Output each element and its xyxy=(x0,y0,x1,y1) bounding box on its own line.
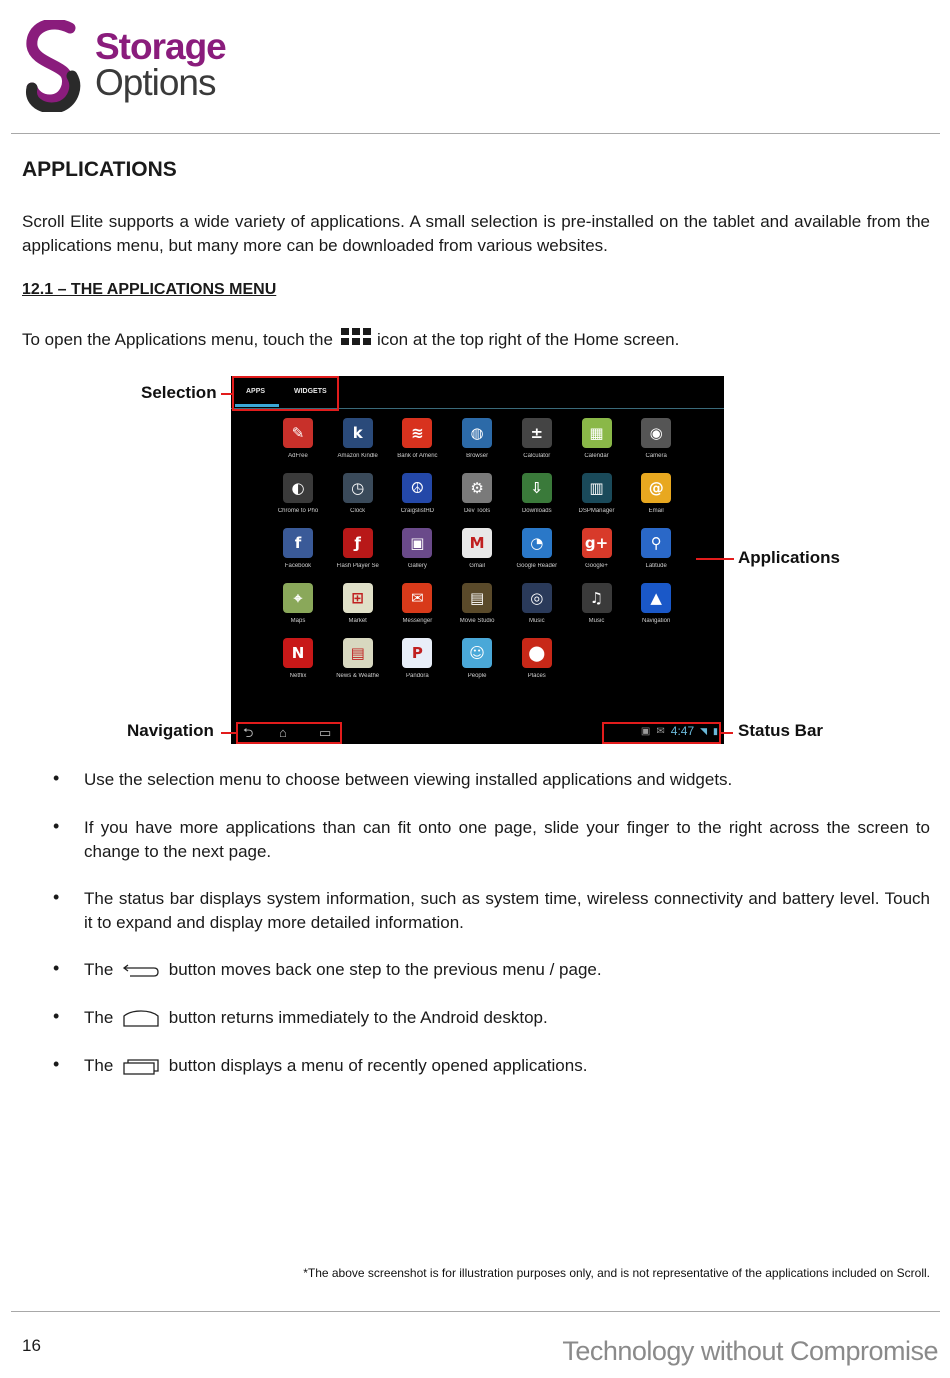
bullet-marker: • xyxy=(53,816,60,836)
app-clapper[interactable] xyxy=(447,583,507,624)
back-icon xyxy=(122,962,160,980)
bullet-back-before: The xyxy=(84,960,114,979)
app-label: Chrome to Pho xyxy=(277,508,319,514)
bullet-home-button xyxy=(84,1006,930,1030)
status-pointer-line xyxy=(721,732,733,734)
app-label: CraigslistHD xyxy=(400,508,435,514)
bullet-marker: • xyxy=(53,958,60,978)
tab-widgets[interactable]: WIDGETS xyxy=(294,388,327,395)
home-icon xyxy=(122,1010,160,1028)
applications-pointer-line xyxy=(696,558,734,560)
market-icon: ⊞ xyxy=(343,583,373,613)
callout-applications: Applications xyxy=(738,548,841,567)
kindle-icon: k xyxy=(343,418,373,448)
bullet-recent-after: button displays a menu of recently opened applications. xyxy=(168,1056,588,1075)
app-label: Maps xyxy=(290,618,306,624)
app-label: Messenger xyxy=(402,618,433,624)
app-flash[interactable] xyxy=(328,528,388,569)
app-label: Google+ xyxy=(585,563,608,569)
status-bar-highlight xyxy=(602,722,721,744)
app-maps[interactable] xyxy=(268,583,328,624)
pandora-icon: P xyxy=(402,638,432,668)
maps-icon: ⌖ xyxy=(283,583,313,613)
app-label: Amazon Kindle xyxy=(337,453,378,459)
places-icon: ⬤ xyxy=(522,638,552,668)
app-market[interactable] xyxy=(328,583,388,624)
google-plus-icon: g+ xyxy=(582,528,612,558)
app-pandora[interactable] xyxy=(387,638,447,679)
selection-pointer-line xyxy=(221,393,233,395)
bullet-marker: • xyxy=(53,887,60,907)
clapper-icon: ▤ xyxy=(462,583,492,613)
open-text-after: icon at the top right of the Home screen. xyxy=(376,330,680,349)
selection-highlight xyxy=(232,376,339,411)
app-label: People xyxy=(467,673,487,679)
apps-grid-icon xyxy=(341,328,371,345)
bullet-home-after: button returns immediately to the Android desktop. xyxy=(168,1008,548,1027)
bullet-recent-button xyxy=(84,1054,930,1078)
app-label: Gallery xyxy=(407,563,427,569)
peace-icon: ☮ xyxy=(402,473,432,503)
header-divider xyxy=(11,133,940,134)
recent-apps-icon xyxy=(122,1058,160,1076)
app-label: Browser xyxy=(466,453,489,459)
clock-icon: ◷ xyxy=(343,473,373,503)
brand-name-line2: Options xyxy=(95,62,216,103)
brand-name-line1: Storage xyxy=(95,26,226,67)
callout-navigation: Navigation xyxy=(127,721,214,740)
app-calculator[interactable] xyxy=(507,418,567,459)
bullet-status-bar: The status bar displays system information, such as system time, wireless connectivity and battery level. Touch it to expand and display more detailed information. xyxy=(84,889,930,932)
app-adfree[interactable] xyxy=(268,418,328,459)
app-label: Camera xyxy=(645,453,667,459)
navigation-pointer-line xyxy=(221,732,237,734)
app-equalizer[interactable] xyxy=(567,473,627,514)
app-latitude[interactable] xyxy=(626,528,686,569)
news-icon: ▤ xyxy=(343,638,373,668)
app-download[interactable] xyxy=(507,473,567,514)
people-icon: ☺ xyxy=(462,638,492,668)
page-number: 16 xyxy=(22,1336,41,1355)
app-label: Pandora xyxy=(406,673,429,679)
netflix-icon: N xyxy=(283,638,313,668)
status-time: 4:47 xyxy=(670,724,695,738)
navigation-icon: ▲ xyxy=(641,583,671,613)
wifi-icon: ◥ xyxy=(700,725,708,736)
callout-status-bar: Status Bar xyxy=(738,721,824,740)
camera-icon: ◉ xyxy=(641,418,671,448)
app-speaker[interactable] xyxy=(507,583,567,624)
app-label: News & Weathe xyxy=(336,673,380,679)
app-label: Email xyxy=(648,508,664,514)
bank-icon: ≋ xyxy=(402,418,432,448)
bullet-home-before: The xyxy=(84,1008,114,1027)
bullet-recent-before: The xyxy=(84,1056,114,1075)
back-icon[interactable]: ⮌ xyxy=(243,725,254,740)
app-camera[interactable] xyxy=(626,418,686,459)
app-reader[interactable] xyxy=(507,528,567,569)
battery-icon: ▮ xyxy=(713,725,718,736)
equalizer-icon: ▥ xyxy=(582,473,612,503)
app-label: Facebook xyxy=(284,563,312,569)
app-news[interactable] xyxy=(328,638,388,679)
bullet-marker: • xyxy=(53,1006,60,1026)
headphones-icon: ♫ xyxy=(582,583,612,613)
app-places[interactable] xyxy=(507,638,567,679)
gmail-icon: M xyxy=(462,528,492,558)
app-label: Netflix xyxy=(289,673,307,679)
app-label: Movie Studio xyxy=(459,618,495,624)
app-label: Latitude xyxy=(645,563,667,569)
picture-notification-icon: ▣ xyxy=(640,725,651,737)
section-title: 12.1 – THE APPLICATIONS MENU xyxy=(22,281,277,298)
gallery-icon: ▣ xyxy=(402,528,432,558)
app-label: Dev Tools xyxy=(463,508,491,514)
bullet-back-after: button moves back one step to the previous menu / page. xyxy=(168,960,602,979)
calendar-icon: ▦ xyxy=(582,418,612,448)
app-label: Flash Player Se xyxy=(336,563,379,569)
app-gmail[interactable] xyxy=(447,528,507,569)
intro-paragraph: Scroll Elite supports a wide variety of applications. A small selection is pre-installed on the tablet and available from the applications menu, but many more can be downloaded from various websites. xyxy=(22,212,930,255)
facebook-icon: f xyxy=(283,528,313,558)
app-gear[interactable] xyxy=(447,473,507,514)
page-title: APPLICATIONS xyxy=(22,158,177,181)
footer-tagline: Technology without Compromise xyxy=(562,1336,938,1366)
app-label: Navigation xyxy=(642,618,671,624)
open-instructions xyxy=(22,328,679,352)
adfree-icon: ✎ xyxy=(283,418,313,448)
app-netflix[interactable] xyxy=(268,638,328,679)
bullet-back-button xyxy=(84,958,930,982)
app-label: Music xyxy=(528,618,545,624)
navigation-highlight xyxy=(236,722,342,744)
recent-apps-icon[interactable]: ▭ xyxy=(319,725,332,740)
tab-apps[interactable]: APPS xyxy=(246,388,266,395)
app-label: DSPManager xyxy=(578,508,615,514)
mail-notification-icon: ✉ xyxy=(656,725,665,737)
reader-icon: ◔ xyxy=(522,528,552,558)
app-navigation[interactable] xyxy=(626,583,686,624)
app-clock[interactable] xyxy=(328,473,388,514)
home-icon[interactable]: ⌂ xyxy=(279,725,287,740)
app-label: Clock xyxy=(350,508,366,514)
download-icon: ⇩ xyxy=(522,473,552,503)
app-email[interactable] xyxy=(626,473,686,514)
app-messenger[interactable] xyxy=(387,583,447,624)
app-label: Google Reader xyxy=(516,563,558,569)
app-label: AdFree xyxy=(288,453,308,459)
app-label: Downloads xyxy=(521,508,552,514)
email-icon: @ xyxy=(641,473,671,503)
footer-divider xyxy=(11,1311,940,1312)
gear-icon: ⚙ xyxy=(462,473,492,503)
latitude-icon: ⚲ xyxy=(641,528,671,558)
flash-icon: ƒ xyxy=(343,528,373,558)
open-text-before: To open the Applications menu, touch the xyxy=(22,330,333,349)
calculator-icon: ± xyxy=(522,418,552,448)
app-chrome[interactable] xyxy=(268,473,328,514)
app-label: Music xyxy=(588,618,605,624)
app-label: Calculator xyxy=(523,453,551,459)
app-label: Places xyxy=(527,673,546,679)
app-headphones[interactable] xyxy=(567,583,627,624)
app-globe[interactable] xyxy=(447,418,507,459)
bullet-marker: • xyxy=(53,1054,60,1074)
callout-selection: Selection xyxy=(141,383,217,402)
bullet-pages: If you have more applications than can fit onto one page, slide your finger to the right across the screen to change to the next page. xyxy=(84,818,930,861)
bullet-selection: Use the selection menu to choose between viewing installed applications and widgets. xyxy=(84,770,733,789)
chrome-icon: ◐ xyxy=(283,473,313,503)
messenger-icon: ✉ xyxy=(402,583,432,613)
app-peace[interactable] xyxy=(387,473,447,514)
bullet-marker: • xyxy=(53,768,60,788)
app-label: Calendar xyxy=(584,453,609,459)
app-label: Market xyxy=(348,618,367,624)
app-label: Bank of Americ xyxy=(397,453,438,459)
app-people[interactable] xyxy=(447,638,507,679)
app-facebook[interactable] xyxy=(268,528,328,569)
app-bank[interactable] xyxy=(387,418,447,459)
app-gallery[interactable] xyxy=(387,528,447,569)
applications-menu-screenshot xyxy=(231,376,724,744)
app-google-plus[interactable] xyxy=(567,528,627,569)
app-kindle[interactable] xyxy=(328,418,388,459)
footnote: *The above screenshot is for illustration purposes only, and is not representative of the applications included on Scroll. xyxy=(303,1266,930,1280)
app-calendar[interactable] xyxy=(567,418,627,459)
speaker-icon: ◎ xyxy=(522,583,552,613)
app-label: Gmail xyxy=(469,563,485,569)
globe-icon: ◍ xyxy=(462,418,492,448)
